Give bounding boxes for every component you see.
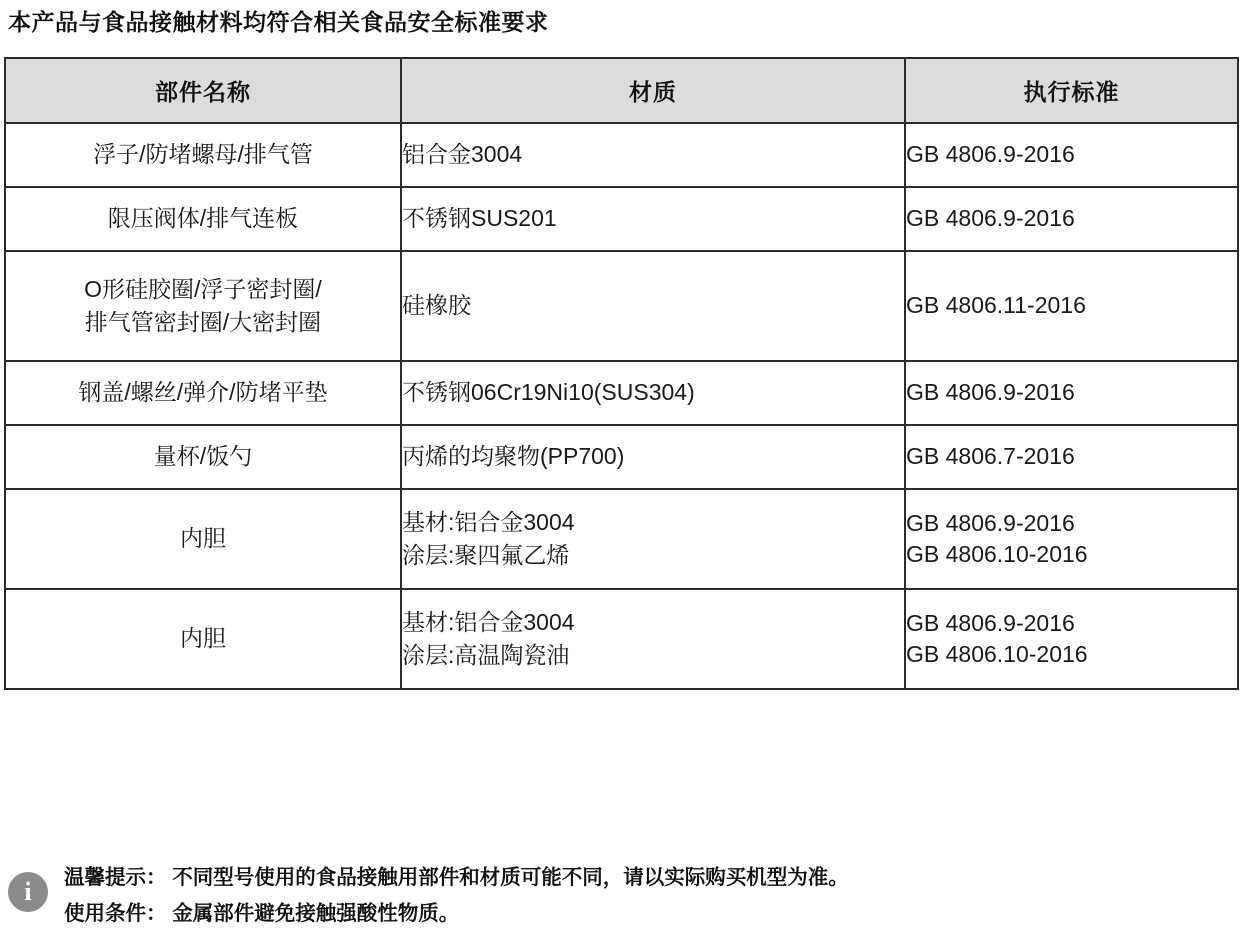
cell-material: 硅橡胶 <box>401 251 905 361</box>
cell-material: 基材:铝合金3004 涂层:聚四氟乙烯 <box>401 489 905 589</box>
cell-standard: GB 4806.9-2016 <box>905 361 1238 425</box>
cell-material: 铝合金3004 <box>401 123 905 187</box>
table-row <box>5 589 1238 689</box>
cell-standard: GB 4806.9-2016 <box>905 123 1238 187</box>
cell-material: 不锈钢SUS201 <box>401 187 905 251</box>
cell-part: 内胆 <box>5 489 401 589</box>
cell-standard: GB 4806.11-2016 <box>905 251 1238 361</box>
cell-material: 不锈钢06Cr19Ni10(SUS304) <box>401 361 905 425</box>
cell-standard: GB 4806.9-2016 GB 4806.10-2016 <box>905 589 1238 689</box>
cell-material: 丙烯的均聚物(PP700) <box>401 425 905 489</box>
table-row <box>5 123 1238 187</box>
cell-standard: GB 4806.9-2016 GB 4806.10-2016 <box>905 489 1238 589</box>
table-row <box>5 425 1238 489</box>
column-header-standard: 执行标准 <box>905 58 1238 123</box>
info-icon: i <box>8 872 48 912</box>
cell-part: 量杯/饭勺 <box>5 425 401 489</box>
table-row <box>5 251 1238 361</box>
cell-part: 钢盖/螺丝/弹介/防堵平垫 <box>5 361 401 425</box>
note-text: 温馨提示： 不同型号使用的食品接触用部件和材质可能不同，请以实际购买机型为准。 使用条件： 金属部件避免接触强酸性物质。 <box>64 866 849 925</box>
cell-standard: GB 4806.9-2016 <box>905 187 1238 251</box>
cell-material: 基材:铝合金3004 涂层:高温陶瓷油 <box>401 589 905 689</box>
food-contact-materials-table <box>4 57 1239 690</box>
table-row <box>5 187 1238 251</box>
cell-part: 限压阀体/排气连板 <box>5 187 401 251</box>
cell-part: O形硅胶圈/浮子密封圈/ 排气管密封圈/大密封圈 <box>5 251 401 361</box>
table-header-row <box>5 58 1238 123</box>
column-header-part: 部件名称 <box>5 58 401 123</box>
cell-standard: GB 4806.7-2016 <box>905 425 1238 489</box>
cell-part: 内胆 <box>5 589 401 689</box>
table-row <box>5 489 1238 589</box>
column-header-material: 材质 <box>401 58 905 123</box>
note-block <box>8 860 1233 932</box>
cell-part: 浮子/防堵螺母/排气管 <box>5 123 401 187</box>
table-row <box>5 361 1238 425</box>
page-title: 本产品与食品接触材料均符合相关食品安全标准要求 <box>8 9 549 35</box>
